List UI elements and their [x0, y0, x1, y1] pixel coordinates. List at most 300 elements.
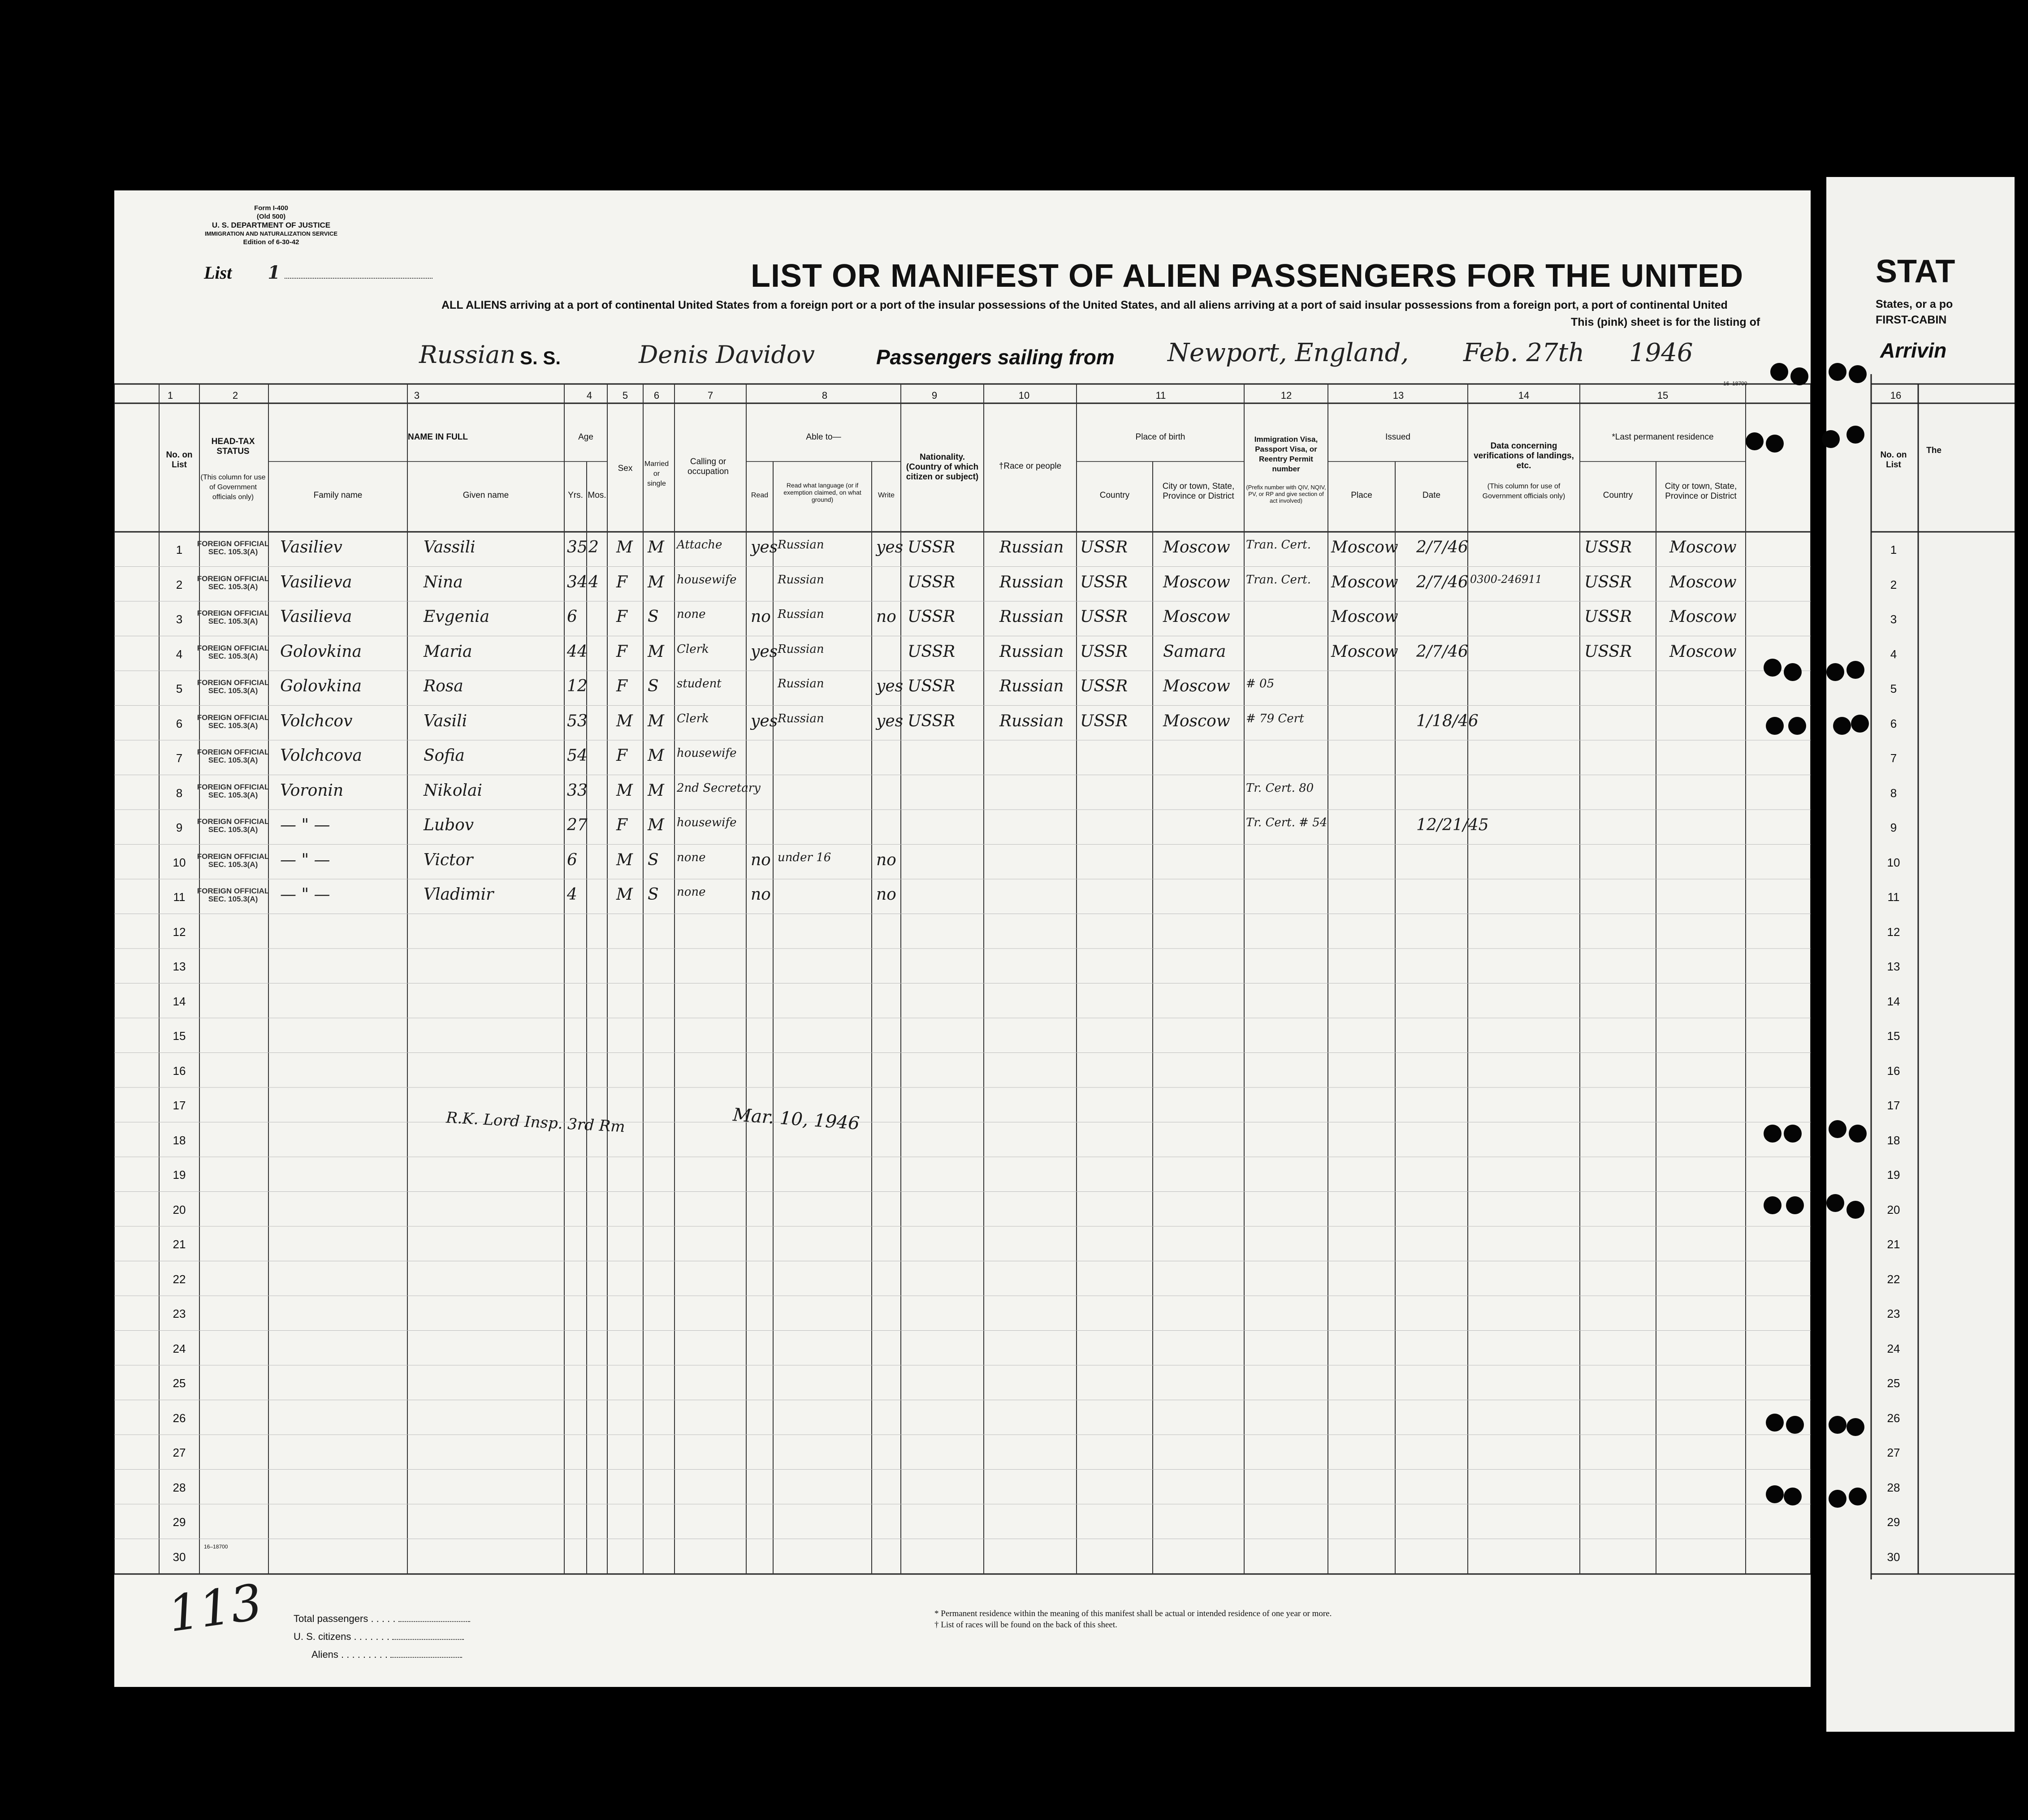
write: yes: [876, 677, 904, 695]
issued-place: Moscow: [1331, 573, 1398, 591]
sailing-date: Feb. 27th: [1463, 338, 1585, 367]
stamp-line: FOREIGN OFFICIAL: [197, 713, 269, 722]
family-name: Golovkina: [280, 642, 362, 661]
foreign-official-stamp: [195, 644, 271, 660]
residence-country: USSR: [1584, 608, 1632, 626]
punch-hole: [1846, 1201, 1864, 1219]
year-printed: 194: [1629, 338, 1677, 367]
occupation: housewife: [677, 746, 737, 760]
stamp-line: FOREIGN OFFICIAL: [197, 782, 269, 791]
arriving-label: Arrivin: [1880, 339, 1947, 362]
form-line: IMMIGRATION AND NATURALIZATION SERVICE: [204, 230, 338, 237]
visa-number: # 79 Cert: [1246, 712, 1304, 725]
age-years: 44: [567, 642, 588, 661]
foreign-official-stamp: [195, 679, 271, 695]
row-number: 20: [173, 1203, 186, 1216]
birth-city: Moscow: [1163, 573, 1230, 591]
hdr-city: City or town, State, Province or District: [1162, 482, 1235, 501]
stamp-line: FOREIGN OFFICIAL: [197, 678, 269, 687]
punch-hole: [1846, 426, 1864, 444]
row-number: 11: [1887, 890, 1900, 904]
issued-place: Moscow: [1331, 538, 1398, 556]
sailing-label: Passengers sailing from: [876, 345, 1115, 369]
form-line: Form I-400: [254, 204, 288, 212]
sex: M: [616, 885, 633, 904]
row-number: 6: [176, 716, 183, 730]
row-number: 23: [1887, 1307, 1900, 1320]
occupation: housewife: [677, 573, 737, 587]
vessel-prefix: Russian: [419, 341, 516, 369]
col-num: 3: [414, 390, 420, 401]
row-number: 24: [173, 1341, 186, 1355]
given-name: Nina: [424, 573, 463, 591]
row-number: 5: [176, 682, 183, 695]
col-num: 14: [1518, 390, 1530, 401]
form-code-top: 16–18700: [1723, 380, 1747, 387]
port-from: Newport, England,: [1168, 338, 1409, 367]
sex: F: [616, 746, 627, 765]
row-number: 18: [1887, 1133, 1900, 1147]
birth-country: USSR: [1080, 712, 1128, 730]
page-title: LIST OR MANIFEST OF ALIEN PASSENGERS FOR THE UNITED: [751, 258, 1744, 294]
row-number: 17: [173, 1099, 186, 1112]
write: yes: [876, 712, 904, 730]
signature-note: R.K. Lord Insp. 3rd Rm: [445, 1108, 626, 1136]
hdr-data-note: (This column for use of Government officials only): [1482, 483, 1565, 500]
foreign-official-stamp: [195, 575, 271, 591]
row-number: 1: [1890, 543, 1897, 556]
col-num: 4: [586, 390, 592, 401]
row-number: 9: [176, 821, 183, 834]
list-number: 1: [268, 262, 281, 283]
col-num: 1: [167, 390, 173, 401]
occupation: 2nd Secretary: [677, 781, 761, 795]
birth-city: Moscow: [1163, 712, 1230, 730]
hdr-write: Write: [878, 492, 895, 499]
punch-hole: [1851, 715, 1869, 733]
stamp-line: SEC. 105.3(A): [208, 582, 258, 591]
race: Russian: [999, 608, 1064, 626]
issued-place: Moscow: [1331, 642, 1398, 661]
read: no: [751, 850, 771, 869]
col-num: 12: [1280, 390, 1292, 401]
hdr-data-concerning: Data concerning verifications of landings, etc.: [1474, 441, 1574, 470]
residence-country: USSR: [1584, 642, 1632, 661]
family-name: Volchcov: [280, 712, 353, 730]
hdr-sex: Sex: [618, 464, 633, 473]
write: no: [876, 608, 896, 626]
hdr-given-name: Given name: [463, 491, 509, 500]
stamp-line: SEC. 105.3(A): [208, 756, 258, 764]
row-number: 8: [176, 786, 183, 800]
punch-hole: [1790, 367, 1808, 385]
year-suffix: 6: [1677, 338, 1693, 367]
stamp-line: SEC. 105.3(A): [208, 617, 258, 625]
hdr-country: Country: [1099, 491, 1130, 500]
row-number: 22: [1887, 1272, 1900, 1286]
residence-city: Moscow: [1669, 608, 1737, 626]
row-number: 1: [176, 543, 183, 556]
family-name: — " —: [280, 850, 330, 869]
row-number: 13: [1887, 960, 1900, 973]
stamp-line: SEC. 105.3(A): [208, 721, 258, 730]
row-number: 28: [1887, 1480, 1900, 1494]
row-number: 29: [1887, 1515, 1900, 1529]
hdr-able-to: Able to—: [806, 432, 841, 442]
row-number: 16: [1887, 1064, 1900, 1078]
read-language: Russian: [778, 642, 824, 656]
row-number: 10: [173, 855, 186, 869]
row-number: 20: [1887, 1203, 1900, 1216]
marital-status: M: [648, 746, 664, 765]
hdr-res-country: Country: [1603, 491, 1633, 500]
foreign-official-stamp: [195, 609, 271, 625]
visa-number: Tran. Cert.: [1246, 573, 1311, 587]
col-num-16: 16: [1890, 390, 1902, 401]
stamp-line: FOREIGN OFFICIAL: [197, 539, 269, 548]
marital-status: S: [648, 608, 659, 626]
row-number: 23: [173, 1307, 186, 1320]
nationality: USSR: [908, 608, 956, 626]
row-number: 7: [1890, 751, 1897, 765]
age-years: 12: [567, 677, 588, 695]
occupation: none: [677, 885, 706, 899]
race: Russian: [999, 712, 1064, 730]
age-years: 35: [567, 538, 588, 556]
sex: M: [616, 712, 633, 730]
row-number: 25: [1887, 1376, 1900, 1390]
col-num: 9: [931, 390, 938, 401]
occupation: none: [677, 608, 706, 621]
col-num: 11: [1155, 390, 1166, 401]
row-number: 3: [176, 612, 183, 626]
hdr-head-tax: HEAD-TAX STATUS: [211, 437, 255, 456]
hdr-place: Place: [1351, 491, 1372, 500]
occupation: student: [677, 677, 722, 690]
col-num: 8: [822, 390, 828, 401]
row-number: 4: [176, 647, 183, 661]
residence-country: USSR: [1584, 573, 1632, 591]
sex: F: [616, 642, 627, 661]
row-number: 15: [1887, 1029, 1900, 1043]
total-passengers-label: Total passengers . . . . .: [294, 1613, 470, 1625]
occupation: Clerk: [677, 712, 709, 725]
read-language: Russian: [778, 573, 824, 587]
hdr-family-name: Family name: [313, 491, 363, 500]
given-name: Evgenia: [424, 608, 490, 626]
punch-hole: [1829, 1490, 1846, 1508]
col-num: 13: [1392, 390, 1404, 401]
foreign-official-stamp: [195, 540, 271, 556]
nationality: USSR: [908, 677, 956, 695]
marital-status: S: [648, 850, 659, 869]
punch-hole: [1746, 432, 1764, 450]
hdr-res-city: City or town, State, Province or District: [1665, 482, 1737, 501]
row-number: 14: [1887, 994, 1900, 1008]
form-line: U. S. DEPARTMENT OF JUSTICE: [212, 221, 331, 229]
read-language: Russian: [778, 538, 824, 552]
punch-hole: [1766, 717, 1784, 735]
hdr-issued: Issued: [1385, 432, 1410, 442]
punch-hole: [1786, 1416, 1804, 1434]
stamp-line: SEC. 105.3(A): [208, 651, 258, 660]
row-number: 4: [1890, 647, 1897, 661]
row-number: 24: [1887, 1341, 1900, 1355]
punch-hole: [1829, 1416, 1846, 1434]
age-years: 27: [567, 816, 588, 834]
stamp-line: FOREIGN OFFICIAL: [197, 887, 269, 895]
family-name: Vasilieva: [280, 573, 352, 591]
hdr-read: Read: [751, 492, 769, 499]
row-number: 13: [173, 960, 186, 973]
issued-date: 2/7/46: [1416, 573, 1468, 591]
read: no: [751, 885, 771, 904]
sex: F: [616, 677, 627, 695]
read: no: [751, 608, 771, 626]
subtitle-2: This (pink) sheet is for the listing of: [1571, 316, 1760, 328]
row-number: 11: [173, 890, 186, 904]
punch-hole: [1846, 1418, 1864, 1436]
issued-date: 1/18/46: [1416, 712, 1479, 730]
punch-hole: [1766, 1414, 1784, 1432]
row-number: 19: [1887, 1168, 1900, 1182]
stamp-line: FOREIGN OFFICIAL: [197, 748, 269, 756]
continued-title: STAT: [1876, 254, 1955, 289]
hdr-head-tax-note: (This column for use of Government officials only): [200, 474, 266, 501]
hdr-calling: Calling or occupation: [688, 457, 729, 476]
nationality: USSR: [908, 712, 956, 730]
birth-city: Moscow: [1163, 608, 1230, 626]
stamp-line: SEC. 105.3(A): [208, 895, 258, 903]
family-name: — " —: [280, 885, 330, 904]
occupation: none: [677, 850, 706, 864]
footnote-races: † List of races will be found on the back of this sheet.: [934, 1620, 1117, 1630]
sex: F: [616, 573, 627, 591]
foreign-official-stamp: [195, 887, 271, 903]
row-number: 19: [173, 1168, 186, 1182]
read-language: Russian: [778, 677, 824, 690]
sex: M: [616, 781, 633, 800]
form-line: (Old 500): [256, 213, 286, 220]
row-number: 8: [1890, 786, 1897, 800]
punch-hole: [1784, 1125, 1802, 1143]
row-number: 6: [1890, 716, 1897, 730]
col-num: 5: [622, 390, 628, 401]
age-years: 54: [567, 746, 588, 765]
given-name: Vladimir: [424, 885, 494, 904]
residence-city: Moscow: [1669, 642, 1737, 661]
row-number: 16: [173, 1064, 186, 1078]
read-language: under 16: [778, 850, 831, 864]
row-number: 27: [173, 1446, 186, 1459]
hdr-date: Date: [1422, 491, 1441, 500]
marital-status: M: [648, 781, 664, 800]
row-number: 26: [1887, 1411, 1900, 1425]
hdr-place-of-birth: Place of birth: [1135, 432, 1185, 442]
visa-number: Tr. Cert. # 54: [1246, 816, 1327, 829]
given-name: Rosa: [424, 677, 463, 695]
read: yes: [751, 712, 778, 730]
row-number: 9: [1890, 821, 1897, 834]
sex: M: [616, 850, 633, 869]
nationality: USSR: [908, 573, 956, 591]
punch-hole: [1822, 430, 1840, 448]
foreign-official-stamp: [195, 853, 271, 869]
age-years: 6: [567, 608, 577, 626]
punch-hole: [1849, 365, 1867, 383]
foreign-official-stamp: [195, 818, 271, 834]
row-number: 27: [1887, 1446, 1900, 1459]
punch-hole: [1849, 1125, 1867, 1143]
marital-status: M: [648, 538, 664, 556]
foreign-official-stamp: [195, 748, 271, 764]
form-line: Edition of 6-30-42: [243, 238, 299, 246]
age-years: 4: [567, 885, 577, 904]
stamp-line: SEC. 105.3(A): [208, 825, 258, 834]
given-name: Vassili: [424, 538, 476, 556]
stamp-line: SEC. 105.3(A): [208, 686, 258, 695]
row-number: 15: [173, 1029, 186, 1043]
age-years: 33: [567, 781, 588, 800]
closing-date-note: Mar. 10, 1946: [732, 1104, 860, 1134]
punch-hole: [1829, 1120, 1846, 1138]
foreign-official-stamp: [195, 714, 271, 730]
punch-hole: [1833, 717, 1851, 735]
given-name: Vasili: [424, 712, 467, 730]
row-number: 26: [173, 1411, 186, 1425]
row-number: 17: [1887, 1099, 1900, 1112]
row-number: 3: [1890, 612, 1897, 626]
issued-date: 2/7/46: [1416, 642, 1468, 661]
sheet-number: 113: [164, 1573, 266, 1643]
punch-hole: [1766, 435, 1784, 453]
sex: F: [616, 608, 627, 626]
nationality: USSR: [908, 642, 956, 661]
row-number: 7: [176, 751, 183, 765]
marital-status: M: [648, 573, 664, 591]
sex: M: [616, 538, 633, 556]
marital-status: S: [648, 885, 659, 904]
issued-date: 12/21/45: [1416, 816, 1489, 834]
row-number: 2: [176, 578, 183, 591]
visa-number: Tran. Cert.: [1246, 538, 1311, 552]
row-number: 10: [1887, 855, 1900, 869]
punch-hole: [1826, 663, 1844, 681]
row-number: 5: [1890, 682, 1897, 695]
col-num: 7: [707, 390, 713, 401]
birth-country: USSR: [1080, 573, 1128, 591]
hdr-read-what: Read what language (or if exemption claimed, on what ground): [783, 482, 861, 503]
hdr-age: Age: [578, 432, 593, 442]
row-number: 29: [173, 1515, 186, 1529]
row-number: 21: [1887, 1238, 1900, 1251]
family-name: Golovkina: [280, 677, 362, 695]
foreign-official-stamp: [195, 783, 271, 799]
row-number: 14: [173, 994, 186, 1008]
col-num: 10: [1018, 390, 1030, 401]
residence-country: USSR: [1584, 538, 1632, 556]
hdr-yrs: Yrs.: [568, 491, 583, 500]
birth-country: USSR: [1080, 642, 1128, 661]
punch-hole: [1786, 1196, 1804, 1214]
stamp-line: FOREIGN OFFICIAL: [197, 574, 269, 583]
hdr-col16-the: The: [1926, 446, 1942, 455]
right-line-2: FIRST-CABIN: [1876, 314, 1947, 326]
write: yes: [876, 538, 904, 556]
punch-hole: [1846, 661, 1864, 679]
read: yes: [751, 538, 778, 556]
row-number: 28: [173, 1480, 186, 1494]
col-num: 2: [232, 390, 238, 401]
visa-number: # 05: [1246, 677, 1275, 690]
stamp-line: FOREIGN OFFICIAL: [197, 852, 269, 861]
punch-hole: [1826, 1194, 1844, 1212]
aliens-label: Aliens . . . . . . . . .: [311, 1649, 462, 1660]
given-name: Victor: [424, 850, 473, 869]
hdr-last-residence: *Last permanent residence: [1612, 432, 1714, 442]
birth-country: USSR: [1080, 677, 1128, 695]
sex: F: [616, 816, 627, 834]
hdr-no-on-list: No. on List: [166, 450, 193, 470]
race: Russian: [999, 573, 1064, 591]
family-name: Voronin: [280, 781, 344, 800]
family-name: Vasilieva: [280, 608, 352, 626]
row-number: 21: [173, 1238, 186, 1251]
us-citizens-label: U. S. citizens . . . . . . .: [294, 1631, 464, 1643]
footnote-residence: * Permanent residence within the meaning of this manifest shall be actual or intended residence of one year or more.: [934, 1609, 1332, 1618]
birth-city: Moscow: [1163, 677, 1230, 695]
given-name: Maria: [424, 642, 472, 661]
citizens-text: U. S. citizens: [294, 1631, 351, 1642]
residence-city: Moscow: [1669, 538, 1737, 556]
row-number: 25: [173, 1376, 186, 1390]
hdr-nationality: Nationality. (Country of which citizen or subject): [906, 453, 979, 482]
age-years: 34: [567, 573, 588, 591]
punch-hole: [1829, 363, 1846, 381]
issued-place: Moscow: [1331, 608, 1398, 626]
birth-city: Samara: [1163, 642, 1226, 661]
issued-date: 2/7/46: [1416, 538, 1468, 556]
hdr-visa-note: (Prefix number with QIV, NQIV, PV, or RP and give section of act involved): [1246, 484, 1326, 504]
aliens-text: Aliens: [311, 1649, 338, 1660]
total-text: Total passengers: [294, 1613, 368, 1624]
given-name: Lubov: [424, 816, 474, 834]
manifest-sheet: [114, 190, 1811, 1687]
right-line-1: States, or a po: [1876, 298, 1953, 311]
visa-number: Tr. Cert. 80: [1246, 781, 1314, 795]
race: Russian: [999, 538, 1064, 556]
stamp-line: FOREIGN OFFICIAL: [197, 643, 269, 652]
age-months: 2: [588, 538, 599, 556]
punch-hole: [1849, 1488, 1867, 1505]
col-num: 6: [653, 390, 660, 401]
list-label-text: List: [204, 263, 232, 283]
hdr-mos: Mos.: [588, 491, 606, 500]
punch-hole: [1764, 1196, 1782, 1214]
row-number: 22: [173, 1272, 186, 1286]
hdr-race: †Race or people: [999, 461, 1062, 471]
hdr-married: Married or single: [644, 460, 669, 487]
ss-label: S. S.: [520, 347, 561, 368]
race: Russian: [999, 642, 1064, 661]
table-grid: [114, 190, 1811, 1687]
read-language: Russian: [778, 608, 824, 621]
punch-hole: [1764, 1125, 1782, 1143]
punch-hole: [1770, 363, 1788, 381]
age-months: 4: [588, 573, 599, 591]
given-name: Nikolai: [424, 781, 482, 800]
row-number: 12: [173, 925, 186, 939]
